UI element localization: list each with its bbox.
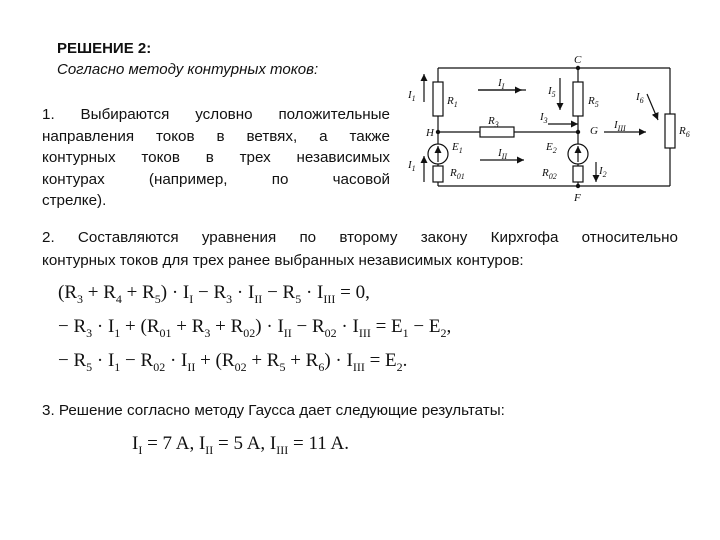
node-f-label: F bbox=[574, 192, 581, 204]
loop-current-i-label: $I_I$ bbox=[498, 77, 505, 91]
step1-line: контурных токов в трех независимых bbox=[42, 149, 390, 166]
step1-text bbox=[42, 104, 390, 212]
step1-line: контурах (например, по часовой bbox=[42, 170, 390, 188]
equation-1: $(R_3 + R_4 + R_5) \cdot I_I - R_3 \cdot I_{II} - R_5 \cdot I_{III} = 0$, bbox=[58, 282, 370, 306]
current-i2-label: $I_2$ bbox=[599, 165, 607, 179]
current-i1b-label: $I_1$ bbox=[408, 159, 416, 173]
current-i3-label: $I_3$ bbox=[540, 111, 548, 125]
circuit-diagram bbox=[400, 54, 700, 204]
resistor-r1-label: $R_1$ bbox=[447, 95, 458, 109]
current-i6-label: $I_6$ bbox=[636, 91, 644, 105]
step2-line: 2. Составляются уравнения по второму закону Кирхгофа относительно bbox=[42, 229, 678, 246]
equation-3: − $R_5 \cdot I_1 - R_{02} \cdot I_{II} + (R_{02} + R_5 + R_6) \cdot I_{III} = E_2$. bbox=[58, 350, 408, 374]
equation-2: − $R_3 \cdot I_1 + (R_{01} + R_3 + R_{02}) \cdot I_{II} - R_{02} \cdot I_{III} = E_1 - E_2$, bbox=[58, 316, 452, 340]
loop-current-ii-label: $I_{II}$ bbox=[498, 147, 507, 161]
step1-line: направления токов в ветвях, а также bbox=[42, 127, 390, 145]
loop-current-iii-label: $I_{III}$ bbox=[614, 119, 626, 133]
step1-line: 1. Выбираются условно положительные bbox=[42, 106, 390, 123]
resistor-r3-label: $R_3$ bbox=[488, 115, 499, 129]
step2-line: контурных токов для трех ранее выбранных независимых контуров: bbox=[42, 252, 524, 269]
node-c-label: C bbox=[574, 54, 582, 66]
result-equation: $I_I = 7$ A, $I_{II} = 5$ A, $I_{III} = 11$ A. bbox=[132, 433, 349, 457]
emf-e1-label: $E_1$ bbox=[452, 141, 463, 155]
resistor-r02-label: $R_{02}$ bbox=[542, 167, 557, 181]
step1-line: стрелке). bbox=[42, 192, 107, 209]
subheading: Согласно методу контурных токов: bbox=[57, 61, 319, 78]
node-g-label: G bbox=[590, 125, 598, 137]
step2-text bbox=[42, 226, 678, 272]
emf-e2-label: $E_2$ bbox=[546, 141, 557, 155]
current-i1-label: $I_1$ bbox=[408, 89, 416, 103]
heading: РЕШЕНИЕ 2: bbox=[57, 40, 152, 57]
resistor-r01-label: $R_{01}$ bbox=[450, 167, 465, 181]
step3-text: 3. Решение согласно методу Гаусса дает следующие результаты: bbox=[42, 402, 505, 419]
current-i5-label: $I_5$ bbox=[548, 85, 556, 99]
node-h-label: H bbox=[426, 127, 434, 139]
resistor-r5-label: $R_5$ bbox=[588, 95, 599, 109]
resistor-r6-label: $R_6$ bbox=[679, 125, 690, 139]
